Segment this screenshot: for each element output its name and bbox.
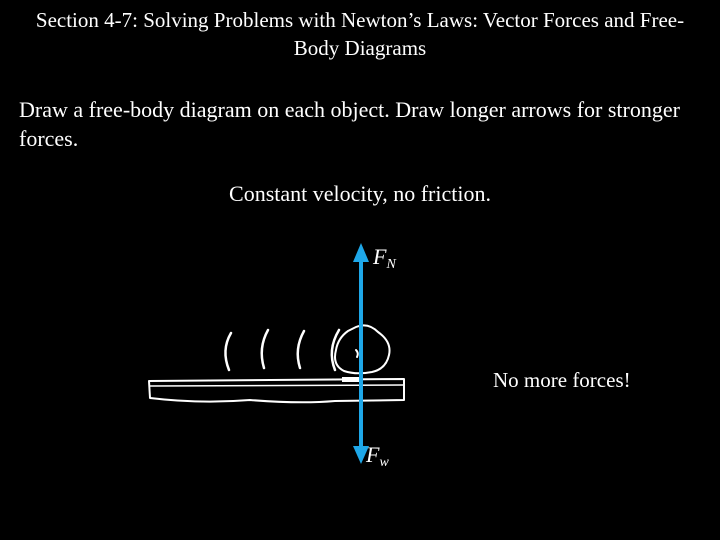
motion-line [225, 333, 231, 370]
normal-force-arrowhead [353, 243, 369, 262]
scenario-text: Constant velocity, no friction. [229, 181, 491, 206]
force-arrows [353, 243, 369, 464]
weight-force-subscript: w [379, 455, 389, 470]
motion-lines [225, 330, 339, 370]
normal-force-label [373, 245, 396, 277]
weight-force-symbol: F [366, 442, 380, 467]
normal-force-symbol: F [373, 244, 387, 269]
motion-line [262, 330, 268, 368]
instructions-text: Draw a free-body diagram on each object. Draw longer arrows for stronger forces. [19, 97, 680, 151]
motion-line [298, 331, 304, 368]
normal-force-subscript: N [386, 257, 396, 272]
ground-surface [149, 379, 404, 402]
slide-title: Section 4-7: Solving Problems with Newton’s Laws: Vector Forces and Free-Body Diagrams [35, 8, 685, 60]
no-more-forces-note: No more forces! [493, 368, 631, 392]
weight-force-label [366, 443, 389, 475]
